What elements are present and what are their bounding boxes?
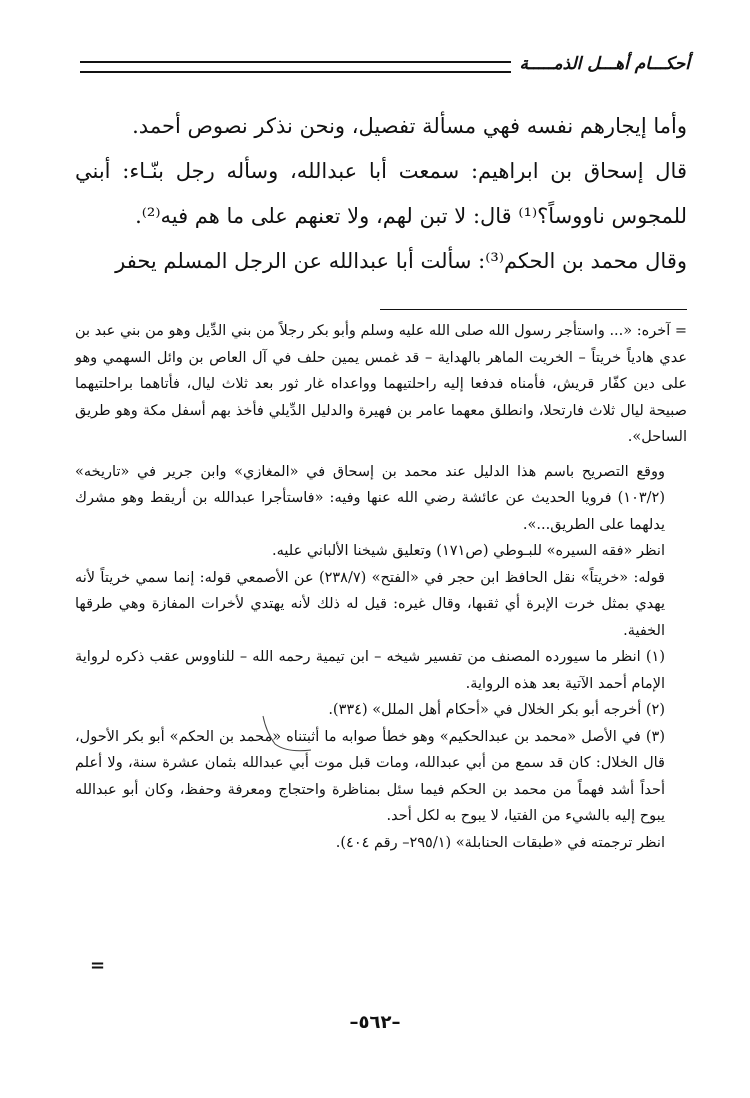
header-double-rule [80,61,511,73]
footnote-separator [380,309,687,310]
footnote-paragraph: انظر «فقه السيره» للبـوطي (ص١٧١) وتعليق شيخنا الألباني عليه. [272,543,665,559]
footnote-paragraph: ووقع التصريح باسم هذا الدليل عند محمد بن إسحاق في «المغازي» وابن جرير في «تاريخه» (١٠٣/٢) فرويا الحديث عن عائشة رضي الله عنها وفيه: «فاستأجرا عبدالله بن أريقط وهو مشرك يدلهما على الطريق...». [75,463,665,533]
continuation-mark: = [90,955,106,976]
main-paragraph: وقال محمد بن الحكم⁽³⁾: سألت أبا عبدالله عن الرجل المسلم يحفر [115,249,687,273]
footnote-2: (٢) أخرجه أبو بكر الخلال في «أحكام أهل الملل» (٣٣٤). [328,702,665,718]
footnote-1: (١) انظر ما سيورده المصنف من تفسير شيخه – ابن تيمية رحمه الله – للناووس عقب ذكره لرواية الإمام أحمد الآتية بعد هذه الرواية. [75,649,665,692]
main-text [75,104,687,284]
main-paragraph: قال إسحاق بن ابراهيم: سمعت أبا عبدالله، وسأله رجل بنّـاء: أبني للمجوس ناووساً؟⁽¹⁾ قال: لا تبن لهم، ولا تعنهم على ما هم فيه⁽²⁾. [75,159,687,228]
footnote-3-reference: انظر ترجمته في «طبقات الحنابلة» (٢٩٥/١– رقم ٤٠٤). [335,834,665,851]
running-header [80,48,690,80]
footnotes [75,318,687,856]
footnote-3: (٣) في الأصل «محمد بن عبدالحكيم» وهو خطأ صوابه ما أثبتناه «محمد بن الحكم» أبو بكر الأحول، قال الخلال: كان قد سمع من أبي عبدالله، ومات قبل موت أبي عبدالله بثمان عشرة سنة، ولا أعلم أحداً أشد فهماً من محمد بن الحكم فيما سئل بمناظرة واحتجاج ومعرفة وحفظ، وكان أبو عبدالله يبوح إليه بالشيء من الفتيا، لا يبوح به لكل أحد. [75,728,665,824]
main-paragraph: وأما إيجارهم نفسه فهي مسألة تفصيل، ونحن نذكر نصوص أحمد. [132,114,687,138]
footnote-continued: = آخره: «... واستأجر رسول الله صلى الله عليه وسلم وأبو بكر رجلاً من بني الدِّيل وهو من بني عبد بن عدي هادياً خريتاً – الخريت الماهر بالهداية – قد غمس يمين حلف في آل العاص بن وائل السهمي وهو على دين كفّار قريش، فأمناه فدفعا إليه راحلتيهما وواعداه غار ثور بعد ثلاث ليال، فأتاهما براحلتيهما صبيحة ليال ثلاث فارتحلا، وانطلق معهما عامر بن فهيرة والدليل الدِّيلي فأخذ بهم أسفل مكة وهو طريق الساحل». [75,323,687,445]
page-number: –٥٦٢– [349,1012,401,1033]
footnote-paragraph: قوله: «خريتاً» نقل الحافظ ابن حجر في «الفتح» (٢٣٨/٧) عن الأصمعي قوله: إنما سمي خريتاً لأنه يهدي بمثل خرت الإبرة أي ثقبها، وقال غيره: قيل له ذلك لأنه يهتدي لأخرات المفازة وهي طرقها الخفية. [75,569,665,639]
header-title: أحكـــام أهـــل الذمـــــة [519,54,690,74]
handwritten-ink-mark [255,712,315,762]
